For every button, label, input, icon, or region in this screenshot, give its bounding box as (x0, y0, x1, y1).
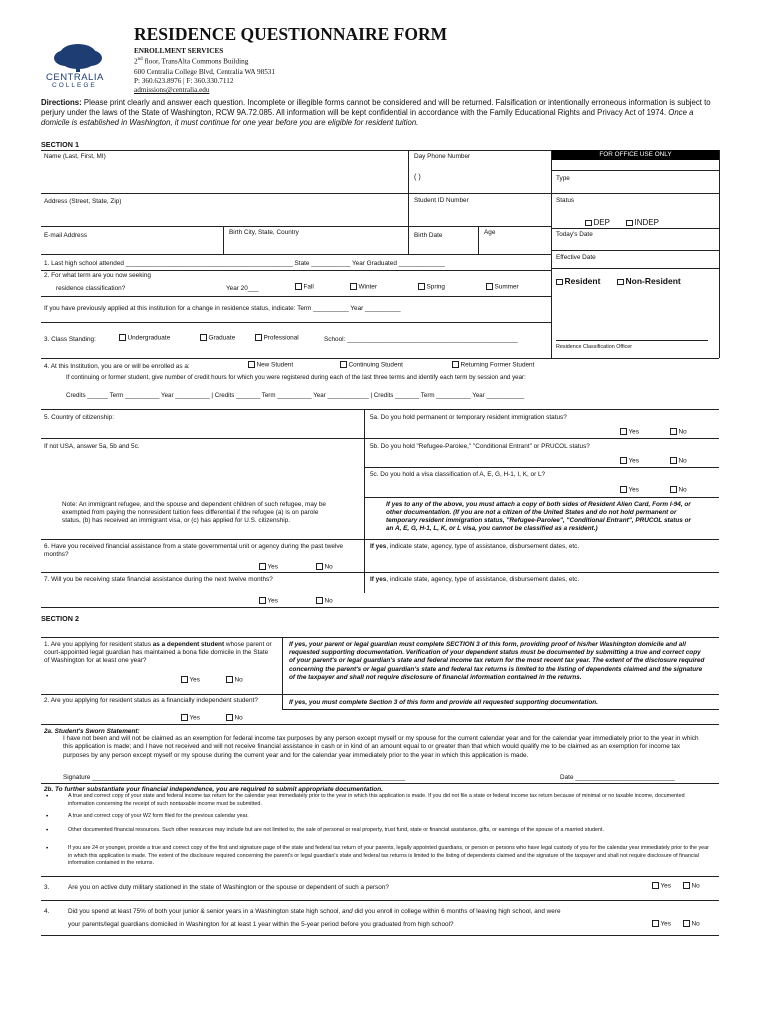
attach-docs-note: If yes to any of the above, you must attach a copy of both sides of Resident Alien Card, Form I-94, or other documentation. (If you are not a citizen of the United States and do not hold permanent or temporary resident immigration status, "Refugee-Parolee", "Conditional Entrant", PRUCOL status or an A, E, G, H-1, L, K, or L visa, you cannot be classified as a resident.) (386, 501, 691, 533)
s2-q1-text: 1. Are you applying for resident status as a dependent student whose parent or court-appointed legal guardian has maintained a bona fide domicile in the State of Washington for at least one year? (44, 641, 272, 664)
term-fall-checkbox[interactable]: Fall (295, 283, 314, 291)
bullet-2-dot: • (46, 813, 49, 820)
signature-field[interactable]: Signature ________________________________________________________________________________________ (63, 774, 405, 781)
effective-date-label: Effective Date (556, 254, 596, 261)
q5b-text: 5b. Do you hold "Refugee-Parolee," "Conditional Entrant" or PRUCOL status? (370, 443, 590, 450)
q7-text: 7. Will you be receiving state financial assistance during the next twelve months? (44, 576, 273, 583)
q5c-no-checkbox[interactable]: No (670, 486, 687, 494)
q5c-yes-checkbox[interactable]: Yes (620, 486, 639, 494)
q5c-text: 5c. Do you hold a visa classification of A, E, G, H-1, I, K, or L? (370, 471, 546, 478)
org-name: ENROLLMENT SERVICES (134, 47, 224, 55)
name-label: Name (Last, First, MI) (44, 153, 106, 160)
logo-text-bottom: COLLEGE (52, 82, 97, 89)
q5b-no-checkbox[interactable]: No (670, 457, 687, 465)
s2-q3-text: Are you on active duty military stationed in the state of Washington or the spouse or dependent of such a person? (68, 884, 389, 891)
s2-q1-if-yes: If yes, your parent or legal guardian must complete SECTION 3 of this form, providing proof of his/her Washington domicile and all requested supporting documentation. Verification of your dependent status must be documented by submitting a true and correct copy of your parent's or legal guardian's state and federal income tax return for the most recent tax year. The extent of the disclosure required concerning the parent's or legal guardian's state and federal tax returns is limited to the listing of dependents claimed and the signature of the taxpayer and shall not require disclosure of financial information contained in the returns. (289, 641, 705, 681)
s2-q2-if-yes: If yes, you must complete Section 3 of this form and provide all requested supporting documentation. (289, 699, 598, 706)
s2-q1-no-checkbox[interactable]: No (226, 676, 243, 684)
student-id-label: Student ID Number (414, 197, 469, 204)
directions: Directions: Please print clearly and answer each question. Incomplete or illegible forms cannot be considered and will be returned. Falsification or intentionally erroneous information is subject to perjury under the laws of the State of Washington, RCW 9A.72.085. All information will be kept confidential in accordance with the Family Educational Rights and Privacy Act of 1974. Once a domicile is established in Washington, it must continue for one year before you are eligible for resident tuition. (41, 98, 711, 127)
email-label: E-mail Address (44, 232, 87, 239)
q7-no-checkbox[interactable]: No (316, 597, 333, 605)
s2b-text: 2b. To further substantiate your financial independence, you are required to submit appropriate documentation. (44, 786, 383, 793)
bullet-1-dot: • (46, 793, 49, 800)
s2-q1-yes-checkbox[interactable]: Yes (181, 676, 200, 684)
org-floor: 2nd floor, TransAlta Commons Building (134, 57, 249, 66)
q5a-no-checkbox[interactable]: No (670, 428, 687, 436)
office-use-header: FOR OFFICE USE ONLY (552, 150, 719, 160)
s2-q2-no-checkbox[interactable]: No (226, 714, 243, 722)
sworn-statement-text: I have not been and will not be claimed as an exemption for federal income tax purposes by any person except myself or my spouse for the current calendar year and for the calendar year immediately prior to the year in which this application is made; and I have not received and will not receive financial assistance in cash or in kind of an amount equal to or greater than that which would qualify me to be claimed as an exemption for income tax purposes by any person except myself or my spouse during the current year and for the calendar year immediately prior to the year in which this application is made. (63, 735, 699, 759)
todays-date-label: Today's Date (556, 231, 593, 238)
q4-sub: If continuing or former student, give number of credit hours for which you were registered during each of the last three terms and identify each term by session and year: (66, 374, 526, 381)
bullet-1: A true and correct copy of your state and federal income tax return for the calendar year immediately prior to the year in which this application is made. If you did not file a state or federal income tax return because of minimal or no taxable income, documented information concerning the receipt of such nontaxable income must be submitted. (68, 793, 685, 807)
sworn-statement-label: 2a. Student's Sworn Statement: (44, 728, 140, 735)
term-summer-checkbox[interactable]: Summer (486, 283, 519, 291)
new-student-checkbox[interactable]: New Student (248, 361, 293, 369)
section1-title: SECTION 1 (41, 140, 79, 149)
q2-term: 2. For what term are you now seeking (44, 272, 151, 279)
school-field[interactable]: School: ________________________________________________ (324, 336, 518, 343)
section2-title: SECTION 2 (41, 614, 79, 623)
org-email[interactable]: admissions@centralia.edu (134, 86, 210, 94)
q2-term-cont: residence classification? (56, 285, 126, 292)
s2-q4-yes-checkbox[interactable]: Yes (652, 920, 671, 928)
s2-q3-no-checkbox[interactable]: No (683, 882, 700, 890)
bullet-3-dot: • (46, 827, 49, 834)
age-label: Age (484, 229, 496, 236)
q5b-yes-checkbox[interactable]: Yes (620, 457, 639, 465)
form-title: RESIDENCE QUESTIONNAIRE FORM (134, 24, 448, 44)
returning-student-checkbox[interactable]: Returning Former Student (452, 361, 534, 369)
office-resident-checkbox[interactable]: Resident (556, 276, 600, 286)
office-indep-checkbox[interactable]: INDEP (626, 218, 659, 227)
day-phone-input[interactable]: ( ) (414, 172, 421, 181)
year-20-field[interactable]: Year 20___ (226, 285, 259, 292)
s2-q2-yes-checkbox[interactable]: Yes (181, 714, 200, 722)
refugee-note: Note: An immigrant refugee, and the spouse and dependent children of such refugee, may be exempted from paying the nonresident tuition fees differential if the refugee (a) is on parole status, (b) has received an immigrant visa, or (c) has applied for U.S. citizenship. (62, 501, 326, 524)
if-not-usa: If not USA, answer 5a, 5b and 5c. (44, 443, 140, 450)
bullet-2: A true and correct copy of your W2 form filed for the previous calendar year. (68, 813, 249, 819)
office-status-label: Status (556, 197, 575, 204)
credits-line[interactable]: Credits ______ Term __________ Year __________ | Credits _______ Term __________ Year ____________ | Credits _______ Term __________ Year ___________ (66, 392, 525, 399)
residence-officer-label: Residence Classification Officer (556, 344, 633, 350)
org-address: 600 Centralia College Blvd, Centralia WA 98531 (134, 68, 275, 76)
q5a-yes-checkbox[interactable]: Yes (620, 428, 639, 436)
previously-applied: If you have previously applied at this institution for a change in residence status, indicate: Term __________ Year __________ (44, 305, 401, 312)
q5a-text: 5a. Do you hold permanent or temporary resident immigration status? (370, 414, 567, 421)
q6-no-checkbox[interactable]: No (316, 563, 333, 571)
address-label: Address (Street, State, Zip) (44, 198, 122, 205)
birth-date-label: Birth Date (414, 232, 443, 239)
org-phone: P: 360.623.8976 | F: 360.330.7112 (134, 77, 234, 85)
graduate-checkbox[interactable]: Graduate (200, 334, 235, 342)
q6-if-yes: If yes, indicate state, agency, type of assistance, disbursement dates, etc. (370, 543, 580, 550)
s2-q4-text-line1: Did you spend at least 75% of both your junior & senior years in a Washington state high school, and did you enroll in college within 6 months of leaving high school, and were (68, 908, 561, 915)
q6-yes-checkbox[interactable]: Yes (259, 563, 278, 571)
bullet-3: Other documented financial resources. Such other resources may include but are not limited to, the sale of personal or real property, trust fund, state or financial assistance, gifts, or earnings of the spouse of a married student. (68, 827, 604, 833)
bullet-4: If you are 24 or younger, provide a true and correct copy of the first and signature page of the state and federal tax return of your parents, legally appointed guardians, or person or persons who have legal custody of you for the calendar year immediately prior to the year in which this application is made. The extent of the disclosure required concerning the parent's or legal guardian's state and federal tax returns is limited to the listing of dependents claimed and the signature of the taxpayer and shall not require disclosure of financial information contained in the returns. (68, 845, 709, 867)
term-winter-checkbox[interactable]: Winter (350, 283, 377, 291)
s2-q4-num: 4. (44, 908, 50, 915)
term-spring-checkbox[interactable]: Spring (418, 283, 445, 291)
logo-text-top: CENTRALIA (46, 72, 104, 83)
undergraduate-checkbox[interactable]: Undergraduate (119, 334, 170, 342)
continuing-student-checkbox[interactable]: Continuing Student (340, 361, 403, 369)
date-field[interactable]: Date ____________________________ (560, 774, 675, 781)
office-dep-checkbox[interactable]: DEP (585, 218, 610, 227)
q1-high-school: 1. Last high school attended _______________________________________________ State ___________ Year Graduated _____________ (44, 260, 445, 267)
s2-q3-yes-checkbox[interactable]: Yes (652, 882, 671, 890)
s2-q4-no-checkbox[interactable]: No (683, 920, 700, 928)
birth-city-label: Birth City, State, Country (229, 229, 299, 236)
office-non-resident-checkbox[interactable]: Non-Resident (617, 276, 681, 286)
office-type-label: Type (556, 175, 570, 182)
q7-if-yes: If yes, indicate state, agency, type of assistance, disbursement dates, etc. (370, 576, 580, 583)
s2-q2-text: 2. Are you applying for resident status as a financially independent student? (44, 697, 258, 704)
professional-checkbox[interactable]: Professional (255, 334, 299, 342)
q6-text: 6. Have you received financial assistance from a state governmental unit or agency during the past twelve months? (44, 543, 344, 558)
q3-class-standing: 3. Class Standing: (44, 336, 96, 343)
q7-yes-checkbox[interactable]: Yes (259, 597, 278, 605)
bullet-4-dot: • (46, 845, 49, 852)
q5-citizenship: 5. Country of citizenship: (44, 414, 114, 421)
q4-enrolled-as: 4. At this Institution, you are or will be enrolled as a: (44, 363, 190, 370)
s2-q3-num: 3. (44, 884, 50, 891)
s2-q4-text-line2: your parents/legal guardians domiciled in Washington for at least 1 year within the 5-year period before you graduated from high school? (68, 921, 454, 928)
day-phone-label: Day Phone Number (414, 153, 471, 160)
